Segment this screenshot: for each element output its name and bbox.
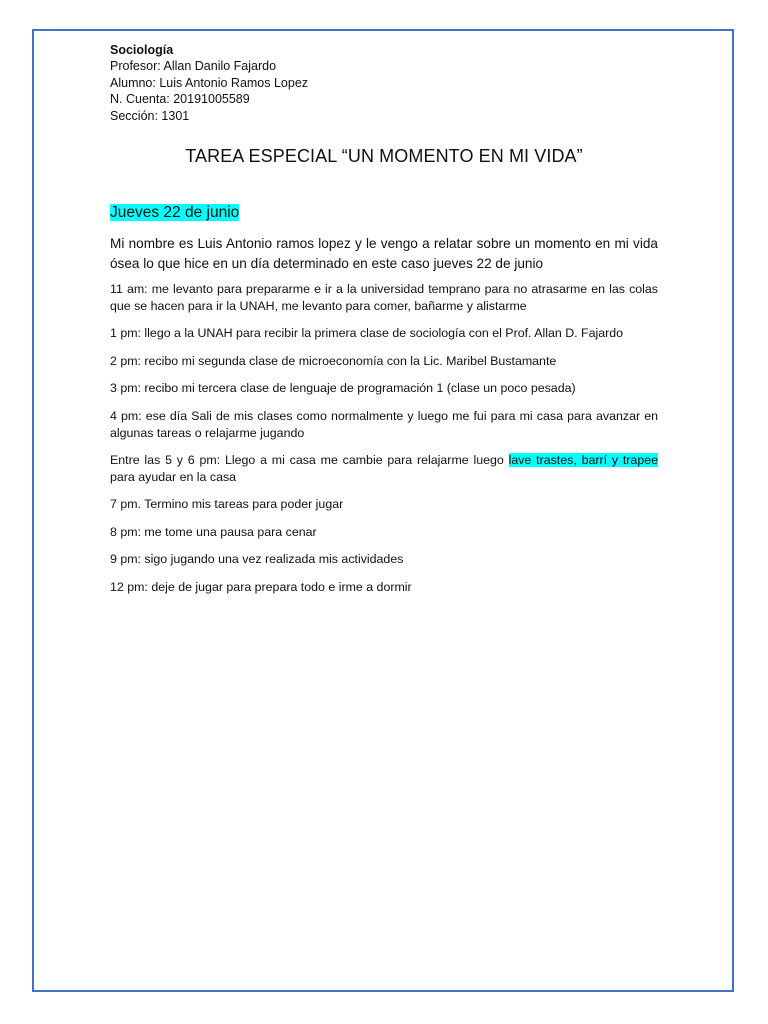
entry-11am: 11 am: me levanto para prepararme e ir a la universidad temprano para no atrasarme en las colas que se hacen para ir la UNAH, me levanto para comer, bañarme y alistarme — [110, 282, 658, 314]
entry-5-6pm-text-after: para ayudar en la casa — [110, 469, 237, 484]
entry-7pm: 7 pm. Termino mis tareas para poder jugar — [110, 497, 344, 512]
date-heading-text: Jueves 22 de junio — [110, 204, 240, 222]
account-line: N. Cuenta: 20191005589 — [110, 92, 250, 107]
section-line: Sección: 1301 — [110, 108, 190, 123]
entry-5-6pm-highlight: lave trastes, barrí y trapee — [508, 452, 658, 467]
document-body — [110, 42, 658, 606]
entry-5-6pm — [110, 452, 658, 486]
entry-12pm: 12 pm: deje de jugar para prepara todo e irme a dormir — [110, 579, 412, 594]
student-line: Alumno: Luis Antonio Ramos Lopez — [110, 75, 309, 90]
entry-4pm: 4 pm: ese día Sali de mis clases como normalmente y luego me fui para mi casa para avanzar en algunas tareas o relajarme jugando — [110, 408, 658, 440]
intro-paragraph: Mi nombre es Luis Antonio ramos lopez y le vengo a relatar sobre un momento en mi vida ósea lo que hice en un día determinado en este caso jueves 22 de junio — [110, 236, 658, 271]
header-block — [110, 42, 658, 124]
schedule-entries — [110, 281, 658, 596]
entry-1pm: 1 pm: llego a la UNAH para recibir la primera clase de sociología con el Prof. Allan D. Fajardo — [110, 326, 624, 341]
entry-5-6pm-text-before: Entre las 5 y 6 pm: Llego a mi casa me cambie para relajarme luego — [110, 452, 509, 467]
entry-8pm: 8 pm: me tome una pausa para cenar — [110, 524, 317, 539]
entry-2pm: 2 pm: recibo mi segunda clase de microeconomía con la Lic. Maribel Bustamante — [110, 353, 557, 368]
date-heading — [110, 204, 658, 222]
entry-9pm: 9 pm: sigo jugando una vez realizada mis actividades — [110, 552, 404, 567]
entry-3pm: 3 pm: recibo mi tercera clase de lenguaje de programación 1 (clase un poco pesada) — [110, 381, 576, 396]
professor-line: Profesor: Allan Danilo Fajardo — [110, 59, 277, 74]
subject-line: Sociología — [110, 43, 174, 57]
document-title: TAREA ESPECIAL “UN MOMENTO EN MI VIDA” — [185, 146, 583, 167]
